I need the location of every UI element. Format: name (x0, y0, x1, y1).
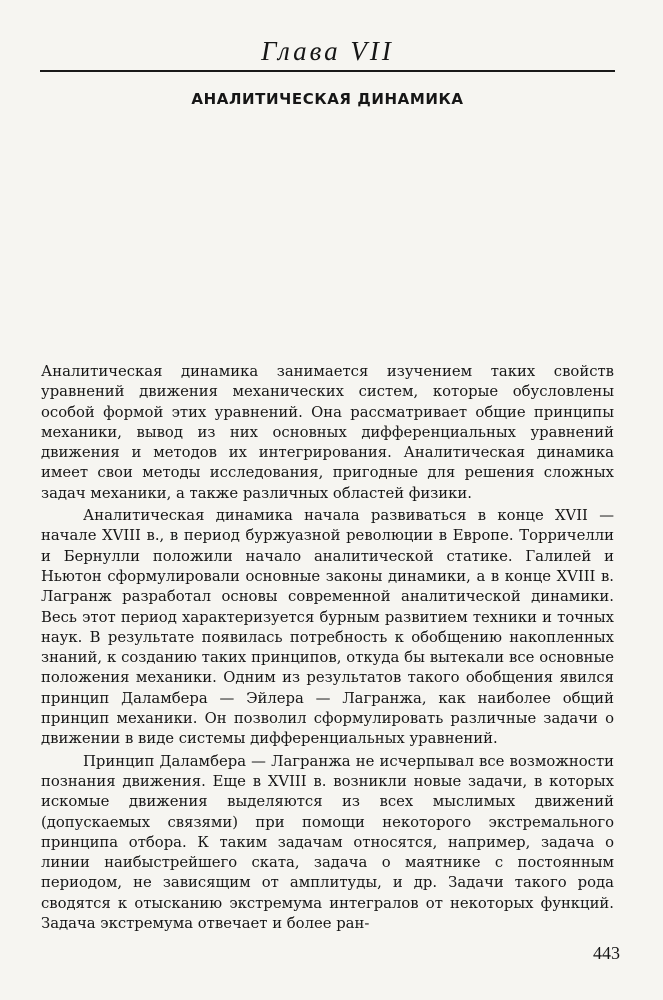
header-rule (40, 70, 615, 72)
page-number: 443 (593, 943, 620, 963)
paragraph-3: Принцип Даламбера — Лагранжа не исчерпывал все возможности познания движения. Еще в XVIII в. возникли новые задачи, в которых искомые движения выделяются из всех мыслимых движений (допускаемых связями) при помощи некоторого экстремального принципа отбора. К таким задачам относятся, например, задача о линии наибыстрейшего ската, задача о маятнике с постоянным периодом, не зависящим от амплитуды, и др. Задачи такого рода сводятся к отысканию экстремума интегралов от некоторых функций. Задача экстремума отвечает и более ран- (41, 752, 614, 933)
chapter-title: Глава VII (261, 36, 394, 66)
paragraph-1: Аналитическая динамика занимается изучением таких свойств уравнений движения механических систем, которые обусловлены особой формой этих уравнений. Она рассматривает общие принципы механики, вывод из них основных дифференциальных уравнений движения и методов их интегрирования. Аналитическая динамика имеет свои методы исследования, пригодные для решения сложных задач механики, а также различных областей физики. (41, 363, 614, 502)
paragraph-2: Аналитическая динамика начала развиваться в конце XVII — начале XVIII в., в период буржуазной революции в Европе. Торричелли и Бернулли положили начало аналитической статике. Галилей и Ньютон сформулировали основные законы динамики, а в конце XVIII в. Лагранж разработал основы современной аналитической динамики. Весь этот период характеризуется бурным развитием техники и точных наук. В результате появилась потребность к обобщению накопленных знаний, к созданию таких принципов, откуда бы вытекали все основные положения механики. Одним из результатов такого обобщения явился принцип Даламбера — Эйлера — Лагранжа, как наиболее общий принцип механики. Он позволил сформулировать различные задачи о движении в виде системы дифференциальных уравнений. (41, 507, 614, 748)
body-text (41, 362, 614, 934)
section-title: АНАЛИТИЧЕСКАЯ ДИНАМИКА (191, 90, 464, 108)
